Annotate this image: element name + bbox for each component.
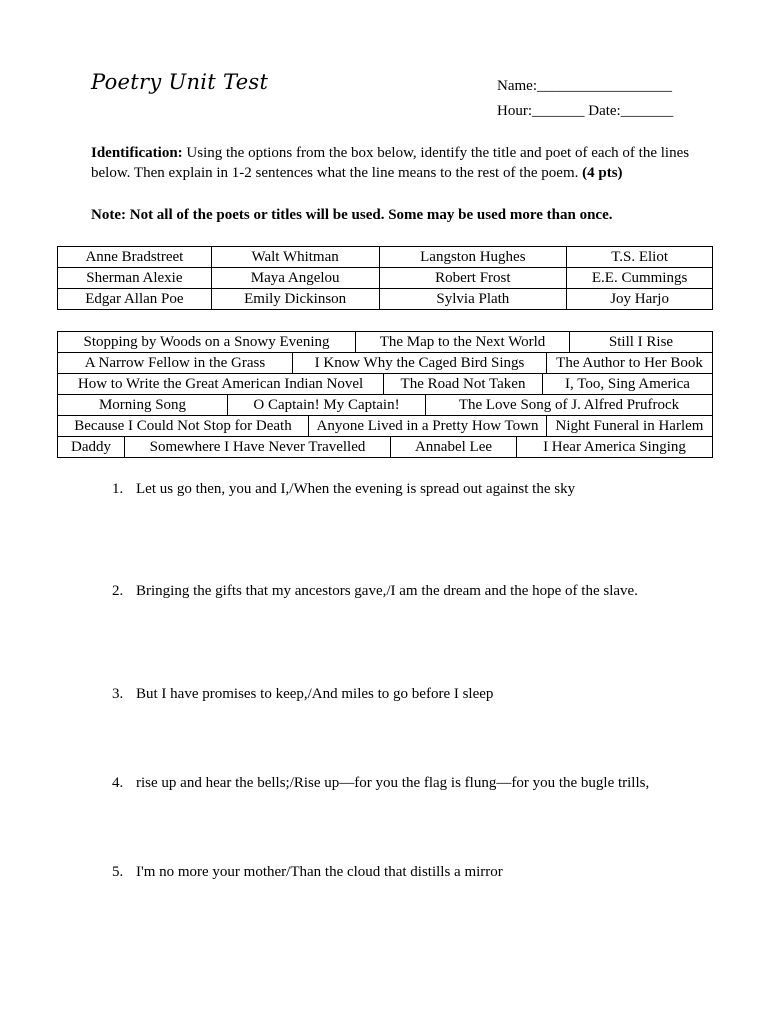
question-1 <box>112 481 575 498</box>
question-number: 2. <box>112 583 124 599</box>
question-text: I'm no more your mother/Than the cloud that distills a mirror <box>136 864 503 880</box>
titles-row <box>57 437 713 458</box>
titles-row <box>57 374 713 395</box>
question-text: rise up and hear the bells;/Rise up—for you the flag is flung—for you the bugle trills, <box>136 775 650 791</box>
question-text: But I have promises to keep,/And miles to go before I sleep <box>136 686 494 702</box>
title-cell: O Captain! My Captain! <box>228 395 426 416</box>
question-5 <box>112 864 503 881</box>
title-cell: Stopping by Woods on a Snowy Evening <box>58 332 356 353</box>
title-cell: Still I Rise <box>570 332 713 353</box>
titles-box <box>57 331 713 458</box>
question-4 <box>112 775 649 792</box>
poet-cell: Sylvia Plath <box>379 289 567 310</box>
question-text: Bringing the gifts that my ancestors gave,/I am the dream and the hope of the slave. <box>136 583 638 599</box>
poets-row <box>58 268 713 289</box>
question-number: 1. <box>112 481 124 497</box>
poets-box <box>57 246 713 310</box>
title-cell: Anyone Lived in a Pretty How Town <box>309 416 547 437</box>
title-cell: The Author to Her Book <box>547 353 713 374</box>
question-number: 4. <box>112 775 124 791</box>
poet-cell: Langston Hughes <box>379 247 567 268</box>
title-cell: The Map to the Next World <box>356 332 570 353</box>
title-cell: The Love Song of J. Alfred Prufrock <box>426 395 713 416</box>
question-number: 5. <box>112 864 124 880</box>
instructions-text: Using the options from the box below, identify the title and poet of each of the lines below. Then explain in 1-2 sentences what the line means to the rest of the poem. <box>91 145 690 181</box>
name-field[interactable]: Name:__________________ <box>497 78 672 94</box>
title-cell: Somewhere I Have Never Travelled <box>125 437 391 458</box>
title-cell: How to Write the Great American Indian Novel <box>58 374 384 395</box>
title-cell: A Narrow Fellow in the Grass <box>58 353 293 374</box>
test-title: Poetry Unit Test <box>91 70 269 94</box>
poet-cell: T.S. Eliot <box>567 247 713 268</box>
poet-cell: Joy Harjo <box>567 289 713 310</box>
titles-row <box>57 416 713 437</box>
note: Note: Not all of the poets or titles will be used. Some may be used more than once. <box>91 207 613 223</box>
title-cell: Daddy <box>58 437 125 458</box>
question-2 <box>112 583 638 600</box>
title-cell: The Road Not Taken <box>384 374 543 395</box>
poet-cell: Anne Bradstreet <box>58 247 212 268</box>
poets-row <box>58 247 713 268</box>
poet-cell: Maya Angelou <box>211 268 379 289</box>
poet-cell: Sherman Alexie <box>58 268 212 289</box>
question-number: 3. <box>112 686 124 702</box>
poets-row <box>58 289 713 310</box>
poet-cell: E.E. Cummings <box>567 268 713 289</box>
title-cell: I Know Why the Caged Bird Sings <box>293 353 547 374</box>
title-cell: Morning Song <box>58 395 228 416</box>
title-cell: Annabel Lee <box>391 437 517 458</box>
instructions-points: (4 pts) <box>582 165 623 181</box>
title-cell: I Hear America Singing <box>517 437 713 458</box>
title-cell: I, Too, Sing America <box>543 374 713 395</box>
poet-cell: Edgar Allan Poe <box>58 289 212 310</box>
poet-cell: Robert Frost <box>379 268 567 289</box>
instructions <box>91 143 691 183</box>
titles-row <box>57 395 713 416</box>
question-text: Let us go then, you and I,/When the evening is spread out against the sky <box>136 481 576 497</box>
poet-cell: Emily Dickinson <box>211 289 379 310</box>
title-cell: Because I Could Not Stop for Death <box>58 416 309 437</box>
titles-row <box>57 331 713 353</box>
titles-row <box>57 353 713 374</box>
poet-cell: Walt Whitman <box>211 247 379 268</box>
hour-date-field[interactable]: Hour:_______ Date:_______ <box>497 103 674 119</box>
instructions-label: Identification: <box>91 145 183 161</box>
title-cell: Night Funeral in Harlem <box>547 416 713 437</box>
question-3 <box>112 686 493 703</box>
